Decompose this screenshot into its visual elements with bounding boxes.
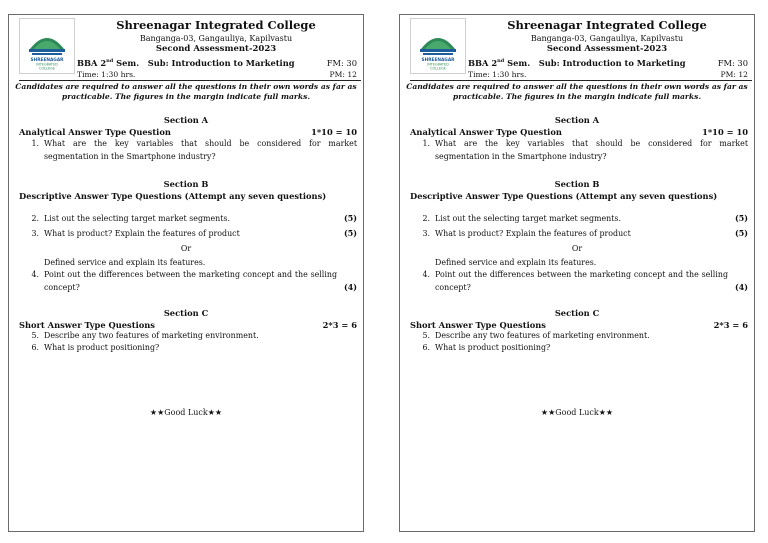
question-number: 4. xyxy=(31,270,39,279)
program-ordinal: nd xyxy=(106,58,114,65)
subject-line xyxy=(468,58,748,68)
logo-emblem-icon xyxy=(20,19,74,73)
college-logo xyxy=(19,18,75,74)
question-1 xyxy=(416,138,748,163)
subject-line xyxy=(77,58,357,68)
question-marks: (5) xyxy=(344,214,357,223)
section-c-marks: 2*3 = 6 xyxy=(322,320,357,330)
question-text: List out the selecting target market segments. xyxy=(44,214,230,223)
question-number: 1. xyxy=(31,139,39,148)
question-text: What is product positioning? xyxy=(435,343,551,352)
question-3 xyxy=(25,228,357,241)
question-3 xyxy=(416,228,748,241)
question-text: What are the key variables that should be considered for market segmentation in the Smartphone industry? xyxy=(44,139,357,161)
question-text: What is product positioning? xyxy=(44,343,160,352)
question-5 xyxy=(416,330,748,343)
assessment-title: Second Assessment-2023 xyxy=(155,44,277,54)
logo-text-line3: COLLEGE xyxy=(430,66,446,71)
section-b-title: Section B xyxy=(554,179,600,189)
section-b-title: Section B xyxy=(163,179,209,189)
or-label: Or xyxy=(180,244,192,253)
question-marks: (4) xyxy=(344,283,357,292)
section-c-heading-text: Short Answer Type Questions xyxy=(19,320,155,330)
college-address: Banganga-03, Gangauliya, Kapilvastu xyxy=(139,34,293,43)
logo-emblem-icon xyxy=(411,19,465,73)
question-4 xyxy=(416,269,748,294)
section-a-marks: 1*10 = 10 xyxy=(311,127,357,137)
question-marks: (5) xyxy=(344,229,357,238)
exam-page-right xyxy=(399,14,755,532)
question-text: List out the selecting target market segments. xyxy=(435,214,621,223)
section-a-title: Section A xyxy=(554,115,600,125)
question-text: Describe any two features of marketing environment. xyxy=(435,331,650,340)
question-2 xyxy=(416,213,748,226)
question-6 xyxy=(416,342,748,355)
section-a-heading-text: Analytical Answer Type Question xyxy=(410,127,562,137)
college-address: Banganga-03, Gangauliya, Kapilvastu xyxy=(530,34,684,43)
section-c-marks: 2*3 = 6 xyxy=(713,320,748,330)
question-marks: (4) xyxy=(735,283,748,292)
section-b-heading: Descriptive Answer Type Questions (Attempt any seven questions) xyxy=(410,191,718,201)
question-marks: (5) xyxy=(735,214,748,223)
question-number: 3. xyxy=(31,229,39,238)
section-a-title: Section A xyxy=(163,115,209,125)
question-number: 2. xyxy=(31,214,39,223)
section-c-title: Section C xyxy=(554,308,600,318)
logo-text-line3: COLLEGE xyxy=(39,66,55,71)
logo-text-line2: INTEGRATED xyxy=(36,62,58,67)
instructions: Candidates are required to answer all the questions in their own words as far as practicable. The figures in the margin indicate full marks. xyxy=(406,82,748,101)
header-divider xyxy=(19,80,361,81)
question-marks: (5) xyxy=(735,229,748,238)
program-label: BBA 2 xyxy=(468,58,498,68)
full-marks: FM: 30 xyxy=(717,58,748,68)
question-number: 6. xyxy=(422,343,430,352)
pass-marks: PM: 12 xyxy=(329,70,357,79)
program-ordinal: nd xyxy=(497,58,505,65)
subject-label: Sem. Sub: Introduction to Marketing xyxy=(113,58,295,68)
or-label: Or xyxy=(571,244,583,253)
question-1 xyxy=(25,138,357,163)
time-line xyxy=(468,70,748,79)
question-text: Point out the differences between the marketing concept and the selling concept? xyxy=(44,270,337,292)
full-marks: FM: 30 xyxy=(326,58,357,68)
assessment-title: Second Assessment-2023 xyxy=(546,44,668,54)
question-text: What is product? Explain the features of product xyxy=(435,229,631,238)
question-text: What is product? Explain the features of product xyxy=(44,229,240,238)
subject-label: Sem. Sub: Introduction to Marketing xyxy=(504,58,686,68)
college-name: Shreenagar Integrated College xyxy=(116,18,316,32)
exam-page-left xyxy=(8,14,364,532)
program-label: BBA 2 xyxy=(77,58,107,68)
instructions: Candidates are required to answer all the questions in their own words as far as practicable. The figures in the margin indicate full marks. xyxy=(15,82,357,101)
college-name: Shreenagar Integrated College xyxy=(507,18,707,32)
section-a-heading xyxy=(410,127,748,137)
time-label: Time: 1:30 hrs. xyxy=(77,70,136,79)
question-3-alternative: Defined service and explain its features. xyxy=(44,258,206,267)
logo-text-line2: INTEGRATED xyxy=(427,62,449,67)
section-a-marks: 1*10 = 10 xyxy=(702,127,748,137)
question-text: What are the key variables that should be considered for market segmentation in the Smartphone industry? xyxy=(435,139,748,161)
section-c-heading xyxy=(410,320,748,330)
question-number: 6. xyxy=(31,343,39,352)
question-number: 3. xyxy=(422,229,430,238)
pass-marks: PM: 12 xyxy=(720,70,748,79)
question-number: 5. xyxy=(31,331,39,340)
logo-text-line1: SHREENAGAR xyxy=(421,58,455,63)
section-c-heading xyxy=(19,320,357,330)
question-2 xyxy=(25,213,357,226)
section-a-heading-text: Analytical Answer Type Question xyxy=(19,127,171,137)
header-divider xyxy=(410,80,752,81)
question-number: 4. xyxy=(422,270,430,279)
logo-text-line1: SHREENAGAR xyxy=(30,58,64,63)
section-b-heading: Descriptive Answer Type Questions (Attempt any seven questions) xyxy=(19,191,327,201)
good-luck-text: ★★Good Luck★★ xyxy=(540,408,614,417)
good-luck-text: ★★Good Luck★★ xyxy=(149,408,223,417)
question-number: 2. xyxy=(422,214,430,223)
section-a-heading xyxy=(19,127,357,137)
time-label: Time: 1:30 hrs. xyxy=(468,70,527,79)
section-c-heading-text: Short Answer Type Questions xyxy=(410,320,546,330)
question-3-alternative: Defined service and explain its features. xyxy=(435,258,597,267)
question-5 xyxy=(25,330,357,343)
question-number: 5. xyxy=(422,331,430,340)
time-line xyxy=(77,70,357,79)
question-number: 1. xyxy=(422,139,430,148)
section-c-title: Section C xyxy=(163,308,209,318)
question-4 xyxy=(25,269,357,294)
question-text: Point out the differences between the marketing concept and the selling concept? xyxy=(435,270,728,292)
college-logo xyxy=(410,18,466,74)
question-6 xyxy=(25,342,357,355)
question-text: Describe any two features of marketing environment. xyxy=(44,331,259,340)
